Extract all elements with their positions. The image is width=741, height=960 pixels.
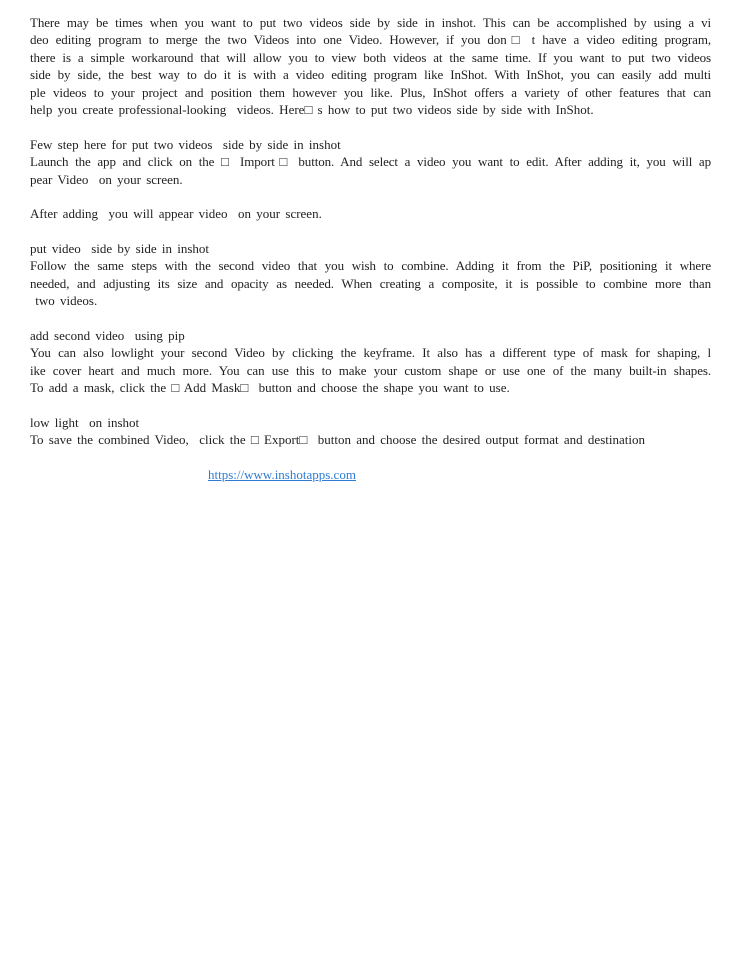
text-line: After adding you will appear video on your screen. xyxy=(30,206,322,222)
text-line: To save the combined Video, click the □ Export□ button and choose the desired output format and destination xyxy=(30,432,645,448)
document-content xyxy=(30,14,711,484)
text-line: Follow the same steps with the second video that you wish to combine. Adding it from the PiP, positioning it where xyxy=(30,258,711,274)
heading-put-video xyxy=(30,240,711,257)
text-line: deo editing program to merge the two Videos into one Video. However, if you don□ t have a video editing program, xyxy=(30,32,711,48)
text-line: ple videos to your project and position them however you like. Plus, InShot offers a variety of other features that can xyxy=(30,84,711,100)
heading-line: put video side by side in inshot xyxy=(30,241,210,257)
text-line: ike cover heart and much more. You can use this to make your custom shape or use one of the many built-in shapes. xyxy=(30,362,711,378)
text-line: side by side, the best way to do it is with a video editing program like InShot. With InShot, you can easily add multi xyxy=(30,67,711,83)
heading-low-light xyxy=(30,414,711,431)
text-line: help you create professional-looking videos. Here□ s how to put two videos side by side with InShot. xyxy=(30,101,594,117)
intro-paragraph xyxy=(30,14,711,118)
heading-line: Few step here for put two videos side by side in inshot xyxy=(30,136,341,152)
text-line: there is a simple workaround that will allow you to view both videos at the same time. If you want to put two videos xyxy=(30,49,711,65)
heading-add-second-video xyxy=(30,327,711,344)
export-paragraph xyxy=(30,431,711,448)
heading-line: add second video using pip xyxy=(30,328,185,344)
mask-paragraph xyxy=(30,344,711,396)
text-line: There may be times when you want to put two videos side by side in inshot. This can be accomplished by using a vi xyxy=(30,15,711,30)
inshot-link[interactable]: https://www.inshotapps.com xyxy=(208,467,356,483)
after-adding-paragraph xyxy=(30,205,711,222)
text-line: needed, and adjusting its size and opacity as needed. When creating a composite, it is possible to combine more than xyxy=(30,275,711,291)
heading-few-steps xyxy=(30,136,711,153)
heading-line: low light on inshot xyxy=(30,414,140,430)
import-paragraph xyxy=(30,153,711,188)
text-line: To add a mask, click the □ Add Mask□ button and choose the shape you want to use. xyxy=(30,380,510,396)
text-line: Launch the app and click on the □ Import□ button. And select a video you want to edit. After adding it, you will ap xyxy=(30,154,711,170)
text-line: pear Video on your screen. xyxy=(30,171,183,187)
text-line: You can also lowlight your second Video by clicking the keyframe. It also has a different type of mask for shaping, l xyxy=(30,345,711,361)
pip-paragraph xyxy=(30,257,711,309)
inshot-link xyxy=(30,466,711,483)
text-line: two videos. xyxy=(30,293,98,309)
